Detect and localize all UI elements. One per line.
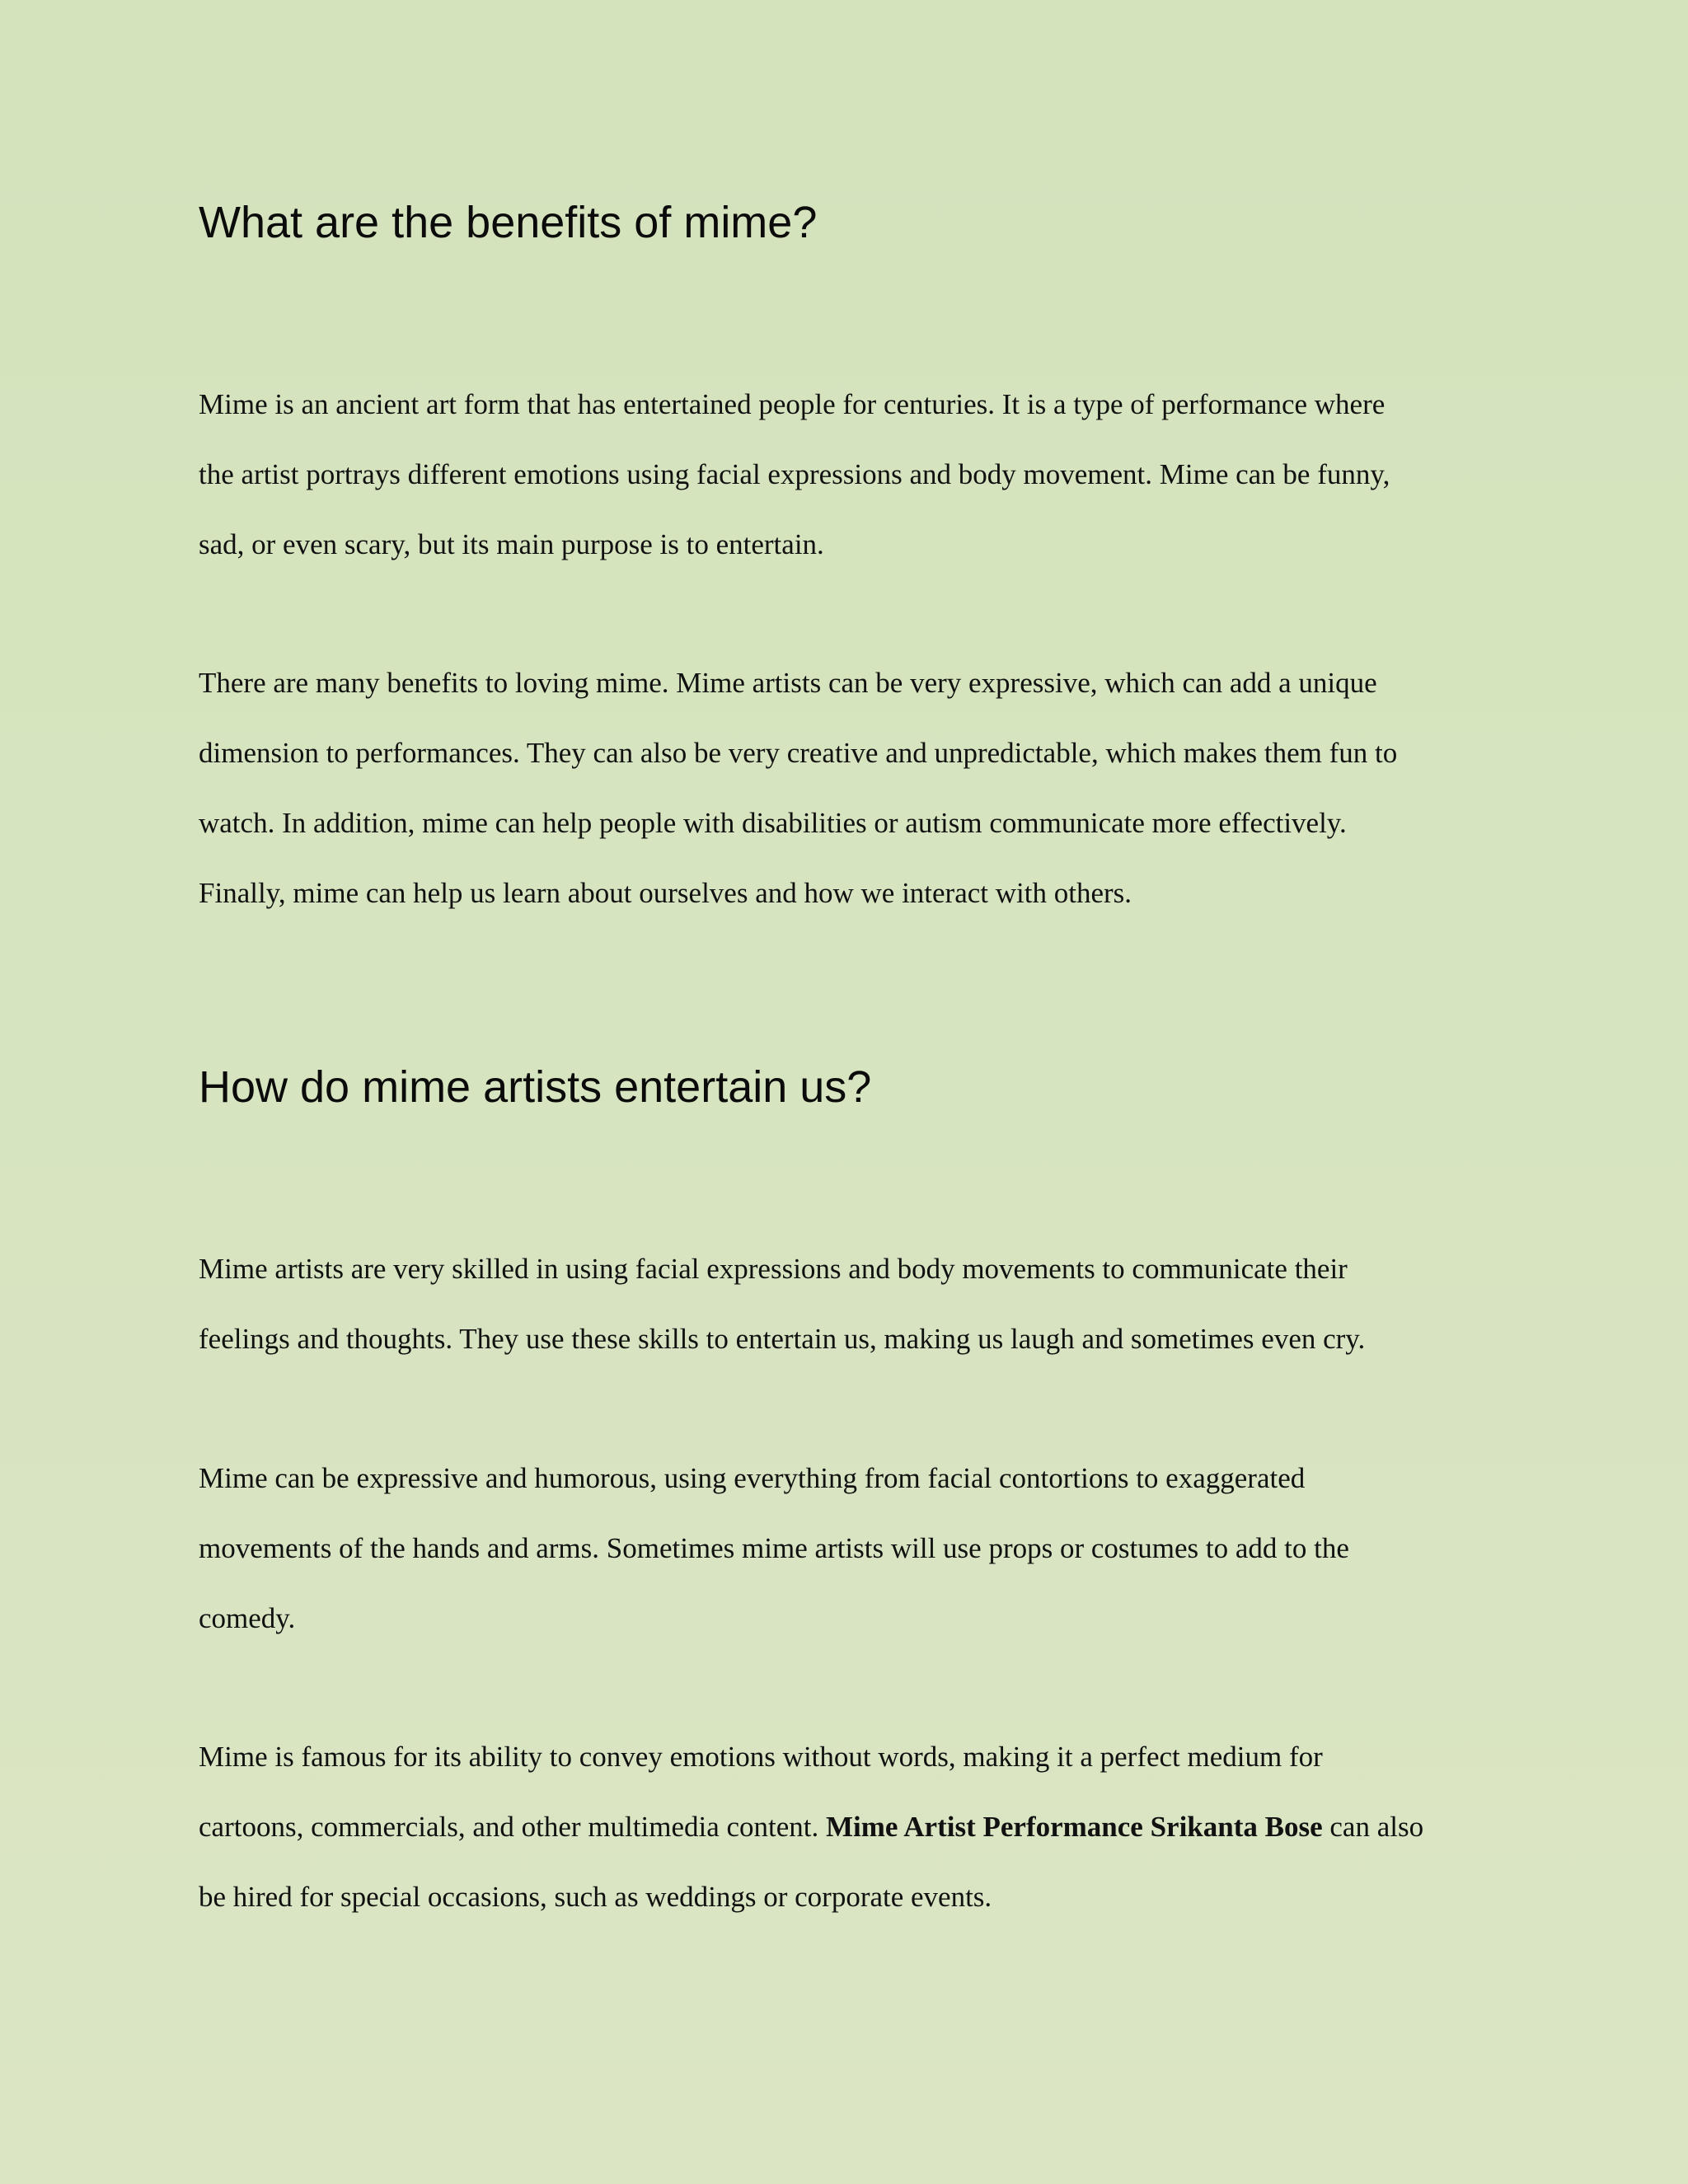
heading-entertain: How do mime artists entertain us? bbox=[199, 1062, 872, 1112]
text-line: be hired for special occasions, such as weddings or corporate events. bbox=[199, 1881, 992, 1913]
text-line: sad, or even scary, but its main purpose is to entertain. bbox=[199, 528, 824, 560]
paragraph-humor bbox=[199, 1443, 1517, 1653]
bold-keyword: Mime Artist Performance Srikanta Bose bbox=[826, 1811, 1323, 1843]
paragraph-intro bbox=[199, 369, 1517, 579]
text-line: Mime is famous for its ability to convey emotions without words, making it a perfect medium for bbox=[199, 1741, 1323, 1773]
text-line-start: cartoons, commercials, and other multimedia content. bbox=[199, 1811, 827, 1843]
text-line: the artist portrays different emotions using facial expressions and body movement. Mime can be funny, bbox=[199, 458, 1390, 490]
text-line: Mime artists are very skilled in using facial expressions and body movements to communicate their bbox=[199, 1253, 1348, 1285]
heading-benefits: What are the benefits of mime? bbox=[199, 198, 818, 247]
paragraph-benefits bbox=[199, 648, 1517, 928]
text-line-end: can also bbox=[1322, 1811, 1424, 1843]
text-line: movements of the hands and arms. Sometimes mime artists will use props or costumes to add to the bbox=[199, 1532, 1349, 1564]
paragraph-famous bbox=[199, 1722, 1517, 1932]
text-line: Mime is an ancient art form that has entertained people for centuries. It is a type of performance where bbox=[199, 388, 1386, 420]
text-line: watch. In addition, mime can help people with disabilities or autism communicate more effectively. bbox=[199, 807, 1347, 839]
text-line: feelings and thoughts. They use these skills to entertain us, making us laugh and sometimes even cry. bbox=[199, 1323, 1366, 1355]
paragraph-skills bbox=[199, 1234, 1517, 1374]
text-line: Mime can be expressive and humorous, using everything from facial contortions to exaggerated bbox=[199, 1462, 1306, 1494]
text-line: dimension to performances. They can also be very creative and unpredictable, which makes them fun to bbox=[199, 737, 1398, 769]
text-line: Finally, mime can help us learn about ourselves and how we interact with others. bbox=[199, 877, 1132, 909]
text-line: comedy. bbox=[199, 1602, 296, 1634]
text-line: There are many benefits to loving mime. Mime artists can be very expressive, which can add a unique bbox=[199, 667, 1377, 699]
